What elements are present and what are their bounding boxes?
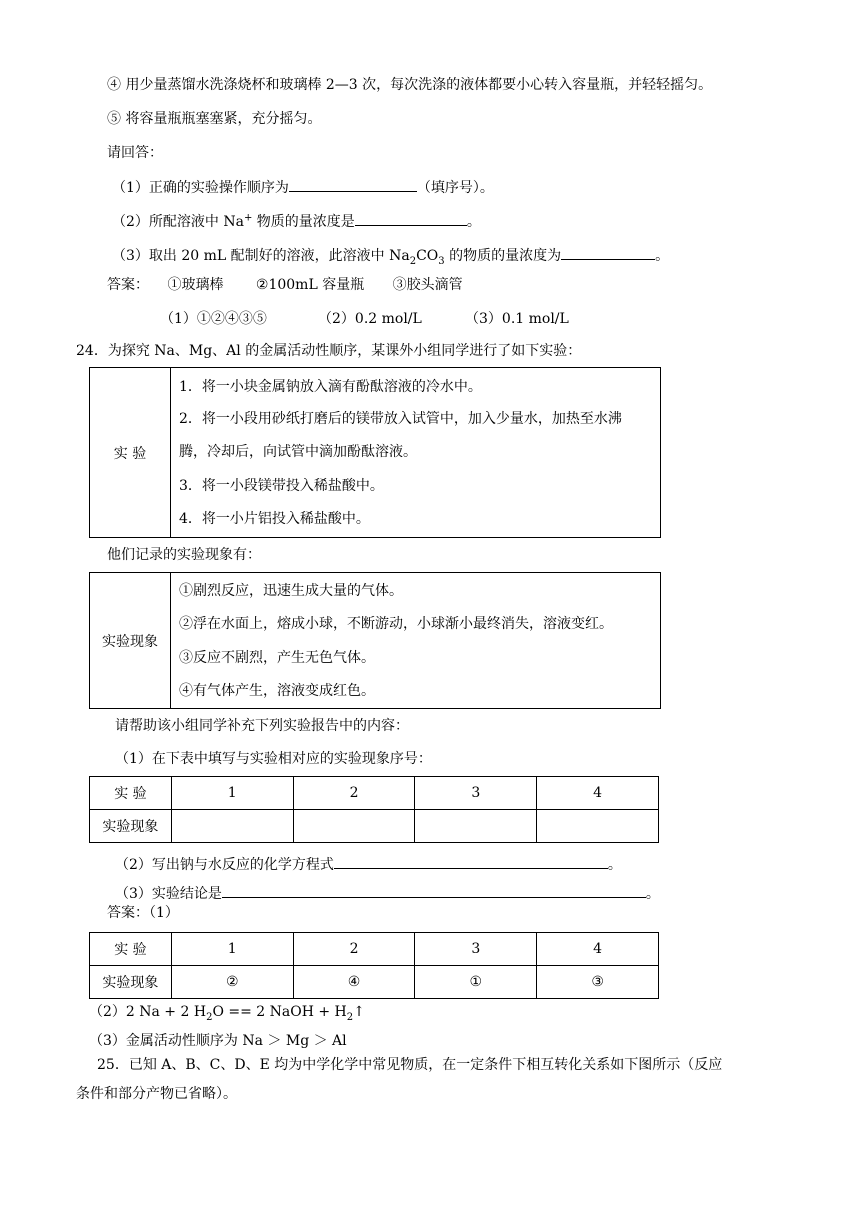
q24-answer-label: 答案：（1） [107, 905, 179, 921]
q23-answer-2: （2）0.2 mol/L [318, 311, 422, 327]
q24-sub-2: （2）写出钠与水反应的化学方程式 。 [115, 854, 622, 875]
phenomena-box [89, 572, 661, 709]
answer-blank[interactable] [355, 211, 467, 226]
blank-table [89, 776, 659, 843]
q24-sub-1: （1）在下表中填写与实验相对应的实验现象序号： [115, 751, 432, 767]
record-intro: 他们记录的实验现象有： [107, 547, 261, 563]
table-header-cell: 2 [293, 933, 415, 966]
answer-table [89, 932, 659, 999]
phenomenon-item: ③反应不剧烈，产生无色气体。 [179, 650, 375, 666]
answer-blank[interactable] [222, 883, 646, 898]
q24-answer-3: （3）金属活动性顺序为 Na ＞ Mg ＞ Al [89, 1033, 347, 1049]
table-header-cell: 3 [415, 933, 537, 966]
phenomenon-item: ①剧烈反应，迅速生成大量的气体。 [179, 583, 403, 599]
q25-line-1: 25．已知 A、B、C、D、E 均为中学化学中常见物质，在一定条件下相互转化关系如下图所示（反应 [97, 1057, 723, 1073]
experiment-step: 4．将一小片铝投入稀盐酸中。 [179, 511, 370, 527]
experiment-step: 3．将一小段镁带投入稀盐酸中。 [179, 478, 384, 494]
table-cell: ② [171, 966, 293, 999]
q23-question-2: （2）所配溶液中 Na+ 物质的量浓度是 。 [112, 212, 481, 230]
experiment-steps [171, 368, 660, 537]
phenomenon-item: ④有气体产生，溶液变成红色。 [179, 683, 375, 699]
q23-answer-row: 答案： ①玻璃棒 ②100mL 容量瓶 ③胶头滴管 [107, 277, 463, 293]
experiment-step: 2．将一小段用砂纸打磨后的镁带放入试管中，加入少量水，加热至水沸 [179, 411, 622, 427]
answer-cell[interactable] [415, 810, 537, 843]
q23-answer-3: （3）0.1 mol/L [465, 311, 569, 327]
answer-blank[interactable] [334, 854, 608, 869]
q23-question-1: （1）正确的实验操作顺序为 （填序号）。 [112, 177, 494, 198]
table-header-cell: 1 [171, 777, 293, 810]
q25-line-2: 条件和部分产物已省略）。 [76, 1086, 237, 1102]
q24-sub-3: （3）实验结论是 。 [115, 883, 660, 904]
answer-blank[interactable] [289, 177, 417, 192]
table-cell: ① [415, 966, 537, 999]
table-header-cell: 4 [537, 933, 659, 966]
table-row-label: 实验现象 [90, 810, 172, 843]
answer-blank[interactable] [561, 245, 655, 260]
experiment-step: 1．将一小块金属钠放入滴有酚酞溶液的冷水中。 [179, 379, 482, 395]
table-header-cell: 实 验 [90, 777, 172, 810]
phenomena-list [171, 573, 660, 708]
q23-question-3: （3）取出 20 mL 配制好的溶液，此溶液中 $Na_2CO_3$ 的物质的量浓度为 。 [112, 245, 669, 266]
step-4: ④ 用少量蒸馏水洗涤烧杯和玻璃棒 2—3 次，每次洗涤的液体都要小心转入容量瓶，并轻轻摇匀。 [107, 77, 713, 93]
answer-cell[interactable] [537, 810, 659, 843]
experiment-step: 腾，冷却后，向试管中滴加酚酞溶液。 [179, 444, 417, 460]
q23-prompt: 请回答： [107, 145, 163, 161]
step-5: ⑤ 将容量瓶瓶塞塞紧，充分摇匀。 [107, 111, 322, 127]
table-header-cell: 实 验 [90, 933, 172, 966]
phenomena-label: 实验现象 [90, 573, 171, 708]
help-text: 请帮助该小组同学补充下列实验报告中的内容： [115, 718, 409, 734]
q24-answer-2: （2）2 Na + 2 $H_2O == 2$ NaOH + $H_2↑$ [89, 1004, 365, 1023]
table-header-cell: 4 [537, 777, 659, 810]
experiment-box [89, 367, 661, 538]
q24-title: 24．为探究 Na、Mg、Al 的金属活动性顺序，某课外小组同学进行了如下实验： [76, 343, 582, 359]
answer-cell[interactable] [293, 810, 415, 843]
table-cell: ③ [537, 966, 659, 999]
answer-cell[interactable] [171, 810, 293, 843]
table-cell: ④ [293, 966, 415, 999]
table-row-label: 实验现象 [90, 966, 172, 999]
q23-answer-1: （1）①②④③⑤ [160, 311, 267, 327]
table-header-cell: 1 [171, 933, 293, 966]
phenomenon-item: ②浮在水面上，熔成小球，不断游动，小球渐小最终消失，溶液变红。 [179, 616, 613, 632]
table-header-cell: 3 [415, 777, 537, 810]
table-header-cell: 2 [293, 777, 415, 810]
experiment-label: 实 验 [90, 368, 171, 537]
